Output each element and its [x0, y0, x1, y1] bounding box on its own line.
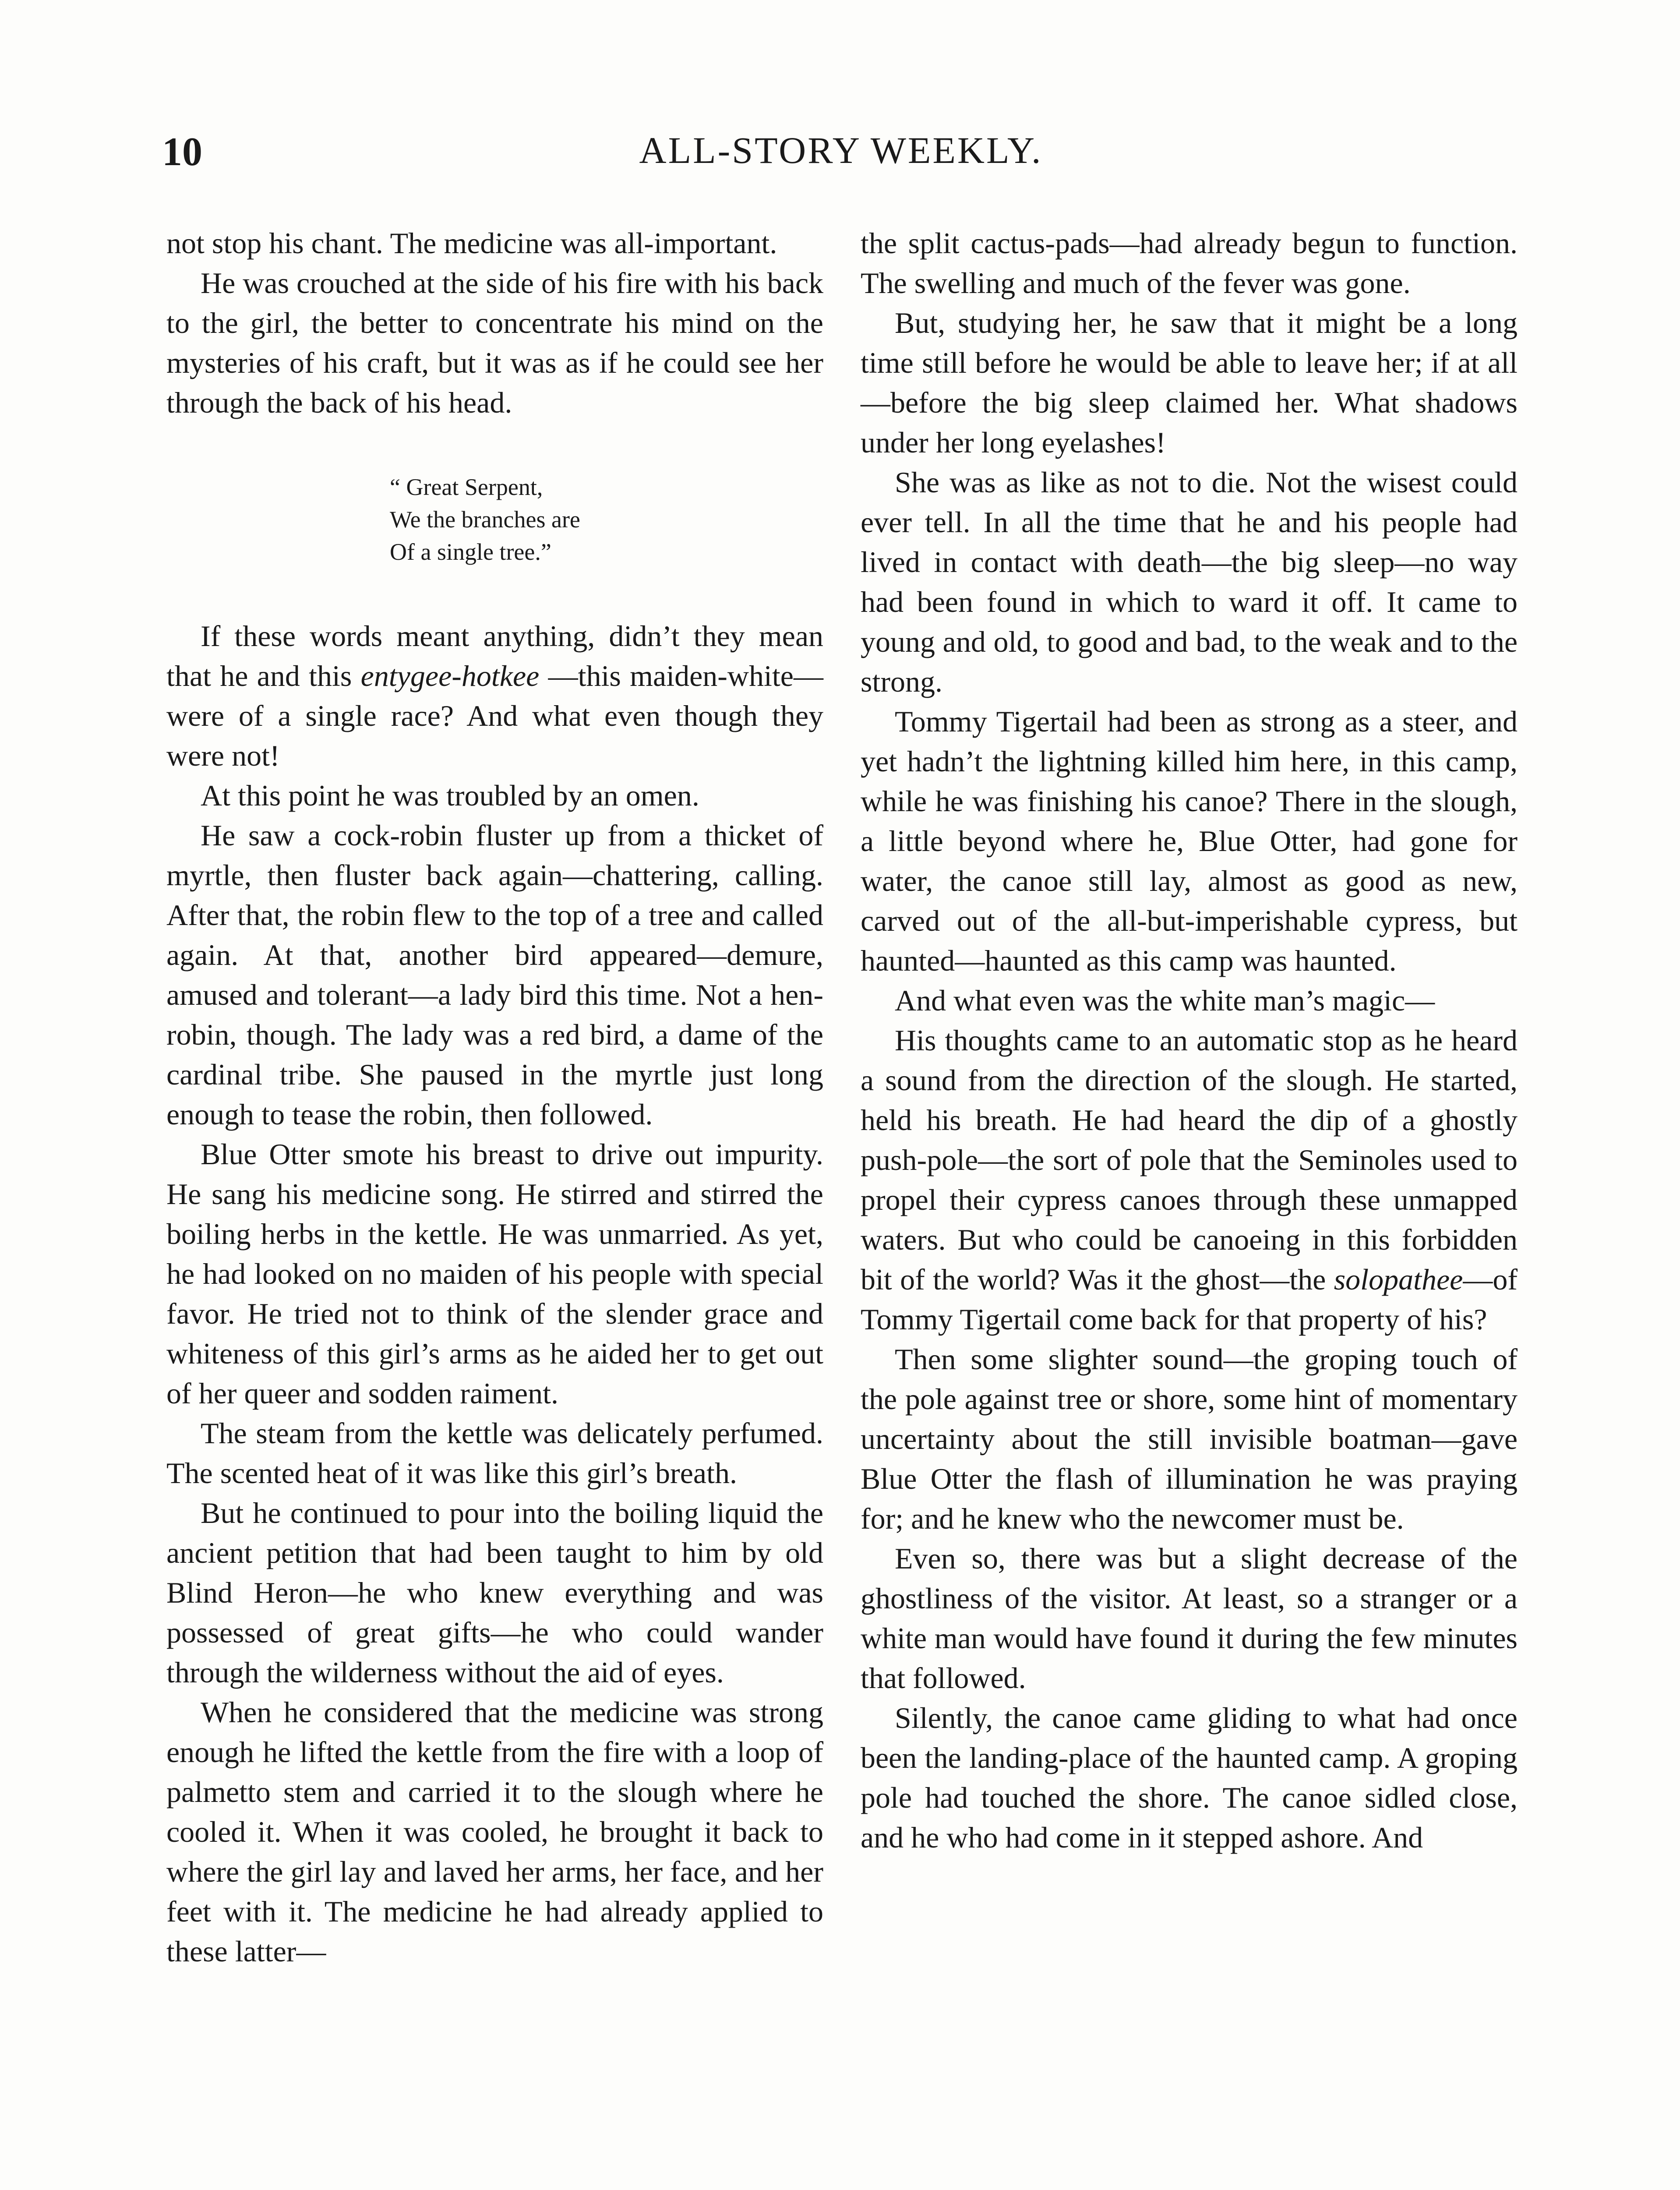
paragraph: He was crouched at the side of his fire with his back to the girl, the better to concentrate his mind on the mysteries of his craft, but it was as if he could see her through the back of his head.: [166, 266, 823, 419]
verse-line: We the branches are: [390, 506, 580, 533]
page-header: [162, 131, 1520, 188]
page-number: 10: [162, 129, 202, 174]
paragraph: At this point he was troubled by an omen.: [201, 779, 699, 812]
paragraph: She was as like as not to die. Not the wisest could ever tell. In all the time that he and his people had lived in contact with death—the big sleep—no way had been found in which to ward it off. It came to young and old, to good and bad, to the weak and to the strong.: [861, 466, 1518, 698]
right-column: [861, 223, 1518, 1858]
paragraph: Tommy Tigertail had been as strong as a steer, and yet hadn’t the lightning killed him here, in this camp, while he was finishing his canoe? There in the slough, a little beyond where he, Blue Otter, had gone for water, the canoe still lay, almost as good as new, carved out of the all-but-imperishable cypress, but haunted—haunted as this camp was haunted.: [861, 705, 1518, 977]
paragraph: Even so, there was but a slight decrease of the ghostliness of the visitor. At least, so a stranger or a white man would have found it during the few minutes that followed.: [861, 1542, 1518, 1695]
paragraph: [166, 616, 823, 776]
paragraph: not stop his chant. The medicine was all-important.: [166, 226, 777, 260]
paragraph: Silently, the canoe came gliding to what had once been the landing-place of the haunted camp. A groping pole had touched the shore. The canoe sidled close, and he who had come in it stepped ashore. And: [861, 1701, 1518, 1854]
verse-line: Of a single tree.”: [390, 539, 551, 565]
left-column: [166, 223, 823, 1971]
text-run: —of Tommy Tigertail come back for that property of his?: [861, 1263, 1518, 1336]
paragraph: the split cactus-pads—had already begun to function. The swelling and much of the fever was gone.: [861, 226, 1518, 300]
paragraph: But he continued to pour into the boiling liquid the ancient petition that had been taught to him by old Blind Heron—he who knew everything and was possessed of great gifts—he who could wander through the wilderness without the aid of eyes.: [166, 1496, 823, 1689]
paragraph: Blue Otter smote his breast to drive out impurity. He sang his medicine song. He stirred and stirred the boiling herbs in the kettle. He was unmarried. As yet, he had looked on no maiden of his people with special favor. He tried not to think of the slender grace and whiteness of this girl’s arms as he aided her to get out of her queer and sodden raiment.: [166, 1137, 823, 1410]
text-run: His thoughts came to an automatic stop as he heard a sound from the direction of the slough. He started, held his breath. He had heard the dip of a ghostly push-pole—the sort of pole that the Seminoles used to propel their cypress canoes through these unmapped waters. But who could be canoeing in this forbidden bit of the world? Was it the ghost—the: [861, 1024, 1518, 1296]
verse-line: “ Great Serpent,: [390, 474, 543, 500]
paragraph: The steam from the kettle was delicately perfumed. The scented heat of it was like this girl’s breath.: [166, 1416, 823, 1490]
paragraph: And what even was the white man’s magic—: [895, 984, 1435, 1017]
paragraph: Then some slighter sound—the groping touch of the pole against tree or shore, some hint of momentary uncertainty about the still invisible boatman—gave Blue Otter the flash of illumination he was praying for; and he knew who the newcomer must be.: [861, 1342, 1518, 1535]
paragraph: He saw a cock-robin fluster up from a thicket of myrtle, then fluster back again—chattering, calling. After that, the robin flew to the top of a tree and called again. At that, another bird appeared—demure, amused and tolerant—a lady bird this time. Not a hen-robin, though. The lady was a red bird, a dame of the cardinal tribe. She paused in the myrtle just long enough to tease the robin, then followed.: [166, 819, 823, 1131]
paragraph: [861, 1021, 1518, 1339]
paragraph: When he considered that the medicine was strong enough he lifted the kettle from the fire with a loop of palmetto stem and carried it to the slough where he cooled it. When it was cooled, he brought it back to where the girl lay and laved her arms, her face, and her feet with it. The medicine he had already applied to these latter—: [166, 1695, 823, 1968]
text-run: If these words meant anything, didn’t they mean that he and this: [166, 619, 823, 692]
verse-block: [390, 471, 823, 568]
running-title: ALL-STORY WEEKLY.: [639, 129, 1043, 171]
paragraph: But, studying her, he saw that it might be a long time still before he would be able to leave her; if at all—before the big sleep claimed her. What shadows under her long eyelashes!: [861, 306, 1518, 459]
text-run: —this maiden-white—were of a single race? And what even though they were not!: [166, 659, 823, 772]
italic-term: solopathee: [1334, 1263, 1463, 1296]
italic-term: entygee-hotkee: [360, 659, 540, 692]
